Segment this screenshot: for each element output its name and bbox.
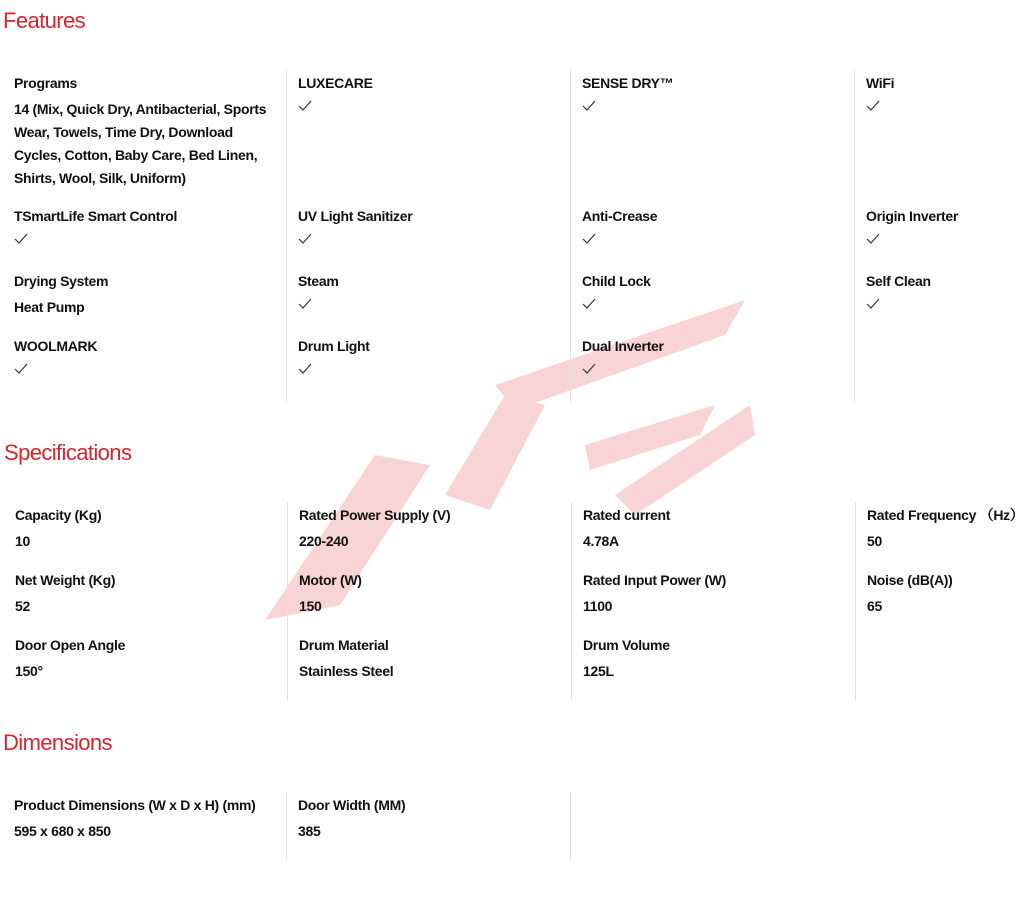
dimension-product	[14, 794, 279, 843]
dimensions-grid	[0, 792, 1024, 860]
spec-label: Drum Material	[299, 637, 389, 653]
spec-value: 150°	[15, 663, 43, 679]
specifications-column-1	[2, 502, 286, 700]
feature-origin-inverter	[866, 205, 1017, 249]
spec-rated-current	[583, 504, 850, 553]
feature-wifi	[866, 72, 1017, 116]
checkmark-icon	[298, 100, 565, 116]
dimension-value: 385	[298, 823, 321, 839]
spec-value: Stainless Steel	[299, 663, 394, 679]
checkmark-icon	[582, 100, 849, 116]
dimension-door-width	[298, 794, 565, 843]
feature-label: WOOLMARK	[14, 338, 98, 354]
spec-drum-material	[299, 634, 566, 683]
spec-value: 10	[15, 533, 30, 549]
checkmark-icon	[582, 298, 849, 314]
spec-label: Capacity (Kg)	[15, 507, 102, 523]
checkmark-icon	[582, 233, 849, 249]
checkmark-icon	[298, 233, 565, 249]
features-column-3	[570, 70, 855, 402]
dimensions-column-3	[570, 792, 855, 860]
feature-label: Drying System	[14, 273, 109, 289]
dimensions-title: Dimensions	[3, 730, 112, 755]
feature-drum-light	[298, 335, 565, 379]
feature-tsmartlife	[14, 205, 279, 249]
features-column-2	[286, 70, 571, 402]
dimensions-column-2	[286, 792, 571, 860]
features-column-1	[1, 70, 285, 402]
specifications-column-3	[571, 502, 856, 700]
feature-label: TSmartLife Smart Control	[14, 208, 178, 224]
dimension-label: Door Width (MM)	[298, 797, 406, 813]
spec-label: Noise (dB(A))	[867, 572, 953, 588]
spec-rated-frequency	[867, 504, 1023, 553]
feature-label: Drum Light	[298, 338, 370, 354]
feature-label: Self Clean	[866, 273, 931, 289]
features-grid	[0, 70, 1024, 402]
features-title: Features	[3, 8, 86, 33]
checkmark-icon	[298, 298, 565, 314]
specifications-grid	[0, 502, 1024, 700]
checkmark-icon	[582, 363, 849, 379]
feature-label: LUXECARE	[298, 75, 373, 91]
specifications-title: Specifications	[4, 440, 132, 465]
feature-value: 14 (Mix, Quick Dry, Antibacterial, Sports Wear, Towels, Time Dry, Download Cycles, Cotton, Baby Care, Bed Linen, Shirts, Wool, Silk, Uniform)	[14, 101, 267, 186]
spec-label: Net Weight (Kg)	[15, 572, 116, 588]
feature-programs	[14, 72, 279, 190]
features-column-4	[854, 70, 1023, 402]
feature-label: Programs	[14, 75, 77, 91]
feature-value: Heat Pump	[14, 299, 85, 315]
feature-label: Anti-Crease	[582, 208, 658, 224]
feature-self-clean	[866, 270, 1017, 314]
feature-luxecare	[298, 72, 565, 116]
specifications-column-4	[855, 502, 1023, 700]
dimension-value: 595 x 680 x 850	[14, 823, 111, 839]
spec-rated-power-supply	[299, 504, 566, 553]
feature-label: UV Light Sanitizer	[298, 208, 413, 224]
spec-value: 52	[15, 598, 30, 614]
feature-uv-light	[298, 205, 565, 249]
feature-woolmark	[14, 335, 279, 379]
feature-label: WiFi	[866, 75, 895, 91]
checkmark-icon	[866, 100, 1017, 116]
spec-net-weight	[15, 569, 280, 618]
spec-capacity	[15, 504, 280, 553]
spec-label: Drum Volume	[583, 637, 670, 653]
feature-child-lock	[582, 270, 849, 314]
checkmark-icon	[298, 363, 565, 379]
spec-value: 4.78A	[583, 533, 619, 549]
spec-label: Rated current	[583, 507, 671, 523]
spec-drum-volume	[583, 634, 850, 683]
feature-drying-system	[14, 270, 279, 319]
checkmark-icon	[866, 298, 1017, 314]
spec-label: Rated Input Power (W)	[583, 572, 727, 588]
spec-value: 1100	[583, 598, 613, 614]
feature-label: Dual Inverter	[582, 338, 664, 354]
dimension-label: Product Dimensions (W x D x H) (mm)	[14, 797, 256, 813]
spec-value: 125L	[583, 663, 614, 679]
feature-dual-inverter	[582, 335, 849, 379]
feature-label: Steam	[298, 273, 339, 289]
spec-label: Door Open Angle	[15, 637, 126, 653]
feature-anti-crease	[582, 205, 849, 249]
feature-sense-dry	[582, 72, 849, 116]
feature-steam	[298, 270, 565, 314]
spec-label: Rated Power Supply (V)	[299, 507, 451, 523]
specifications-column-2	[287, 502, 572, 700]
spec-label: Motor (W)	[299, 572, 362, 588]
spec-value: 220-240	[299, 533, 349, 549]
spec-value: 65	[867, 598, 882, 614]
spec-value: 50	[867, 533, 882, 549]
spec-noise	[867, 569, 1017, 618]
feature-label: Origin Inverter	[866, 208, 958, 224]
spec-rated-input-power	[583, 569, 850, 618]
dimensions-column-1	[1, 792, 285, 860]
checkmark-icon	[14, 363, 279, 379]
feature-label: Child Lock	[582, 273, 651, 289]
spec-label: Rated Frequency （Hz）	[867, 507, 1024, 523]
spec-door-open-angle	[15, 634, 280, 683]
spec-motor	[299, 569, 566, 618]
checkmark-icon	[866, 233, 1017, 249]
feature-label: SENSE DRY™	[582, 75, 674, 91]
checkmark-icon	[14, 233, 279, 249]
spec-value: 150	[299, 598, 322, 614]
